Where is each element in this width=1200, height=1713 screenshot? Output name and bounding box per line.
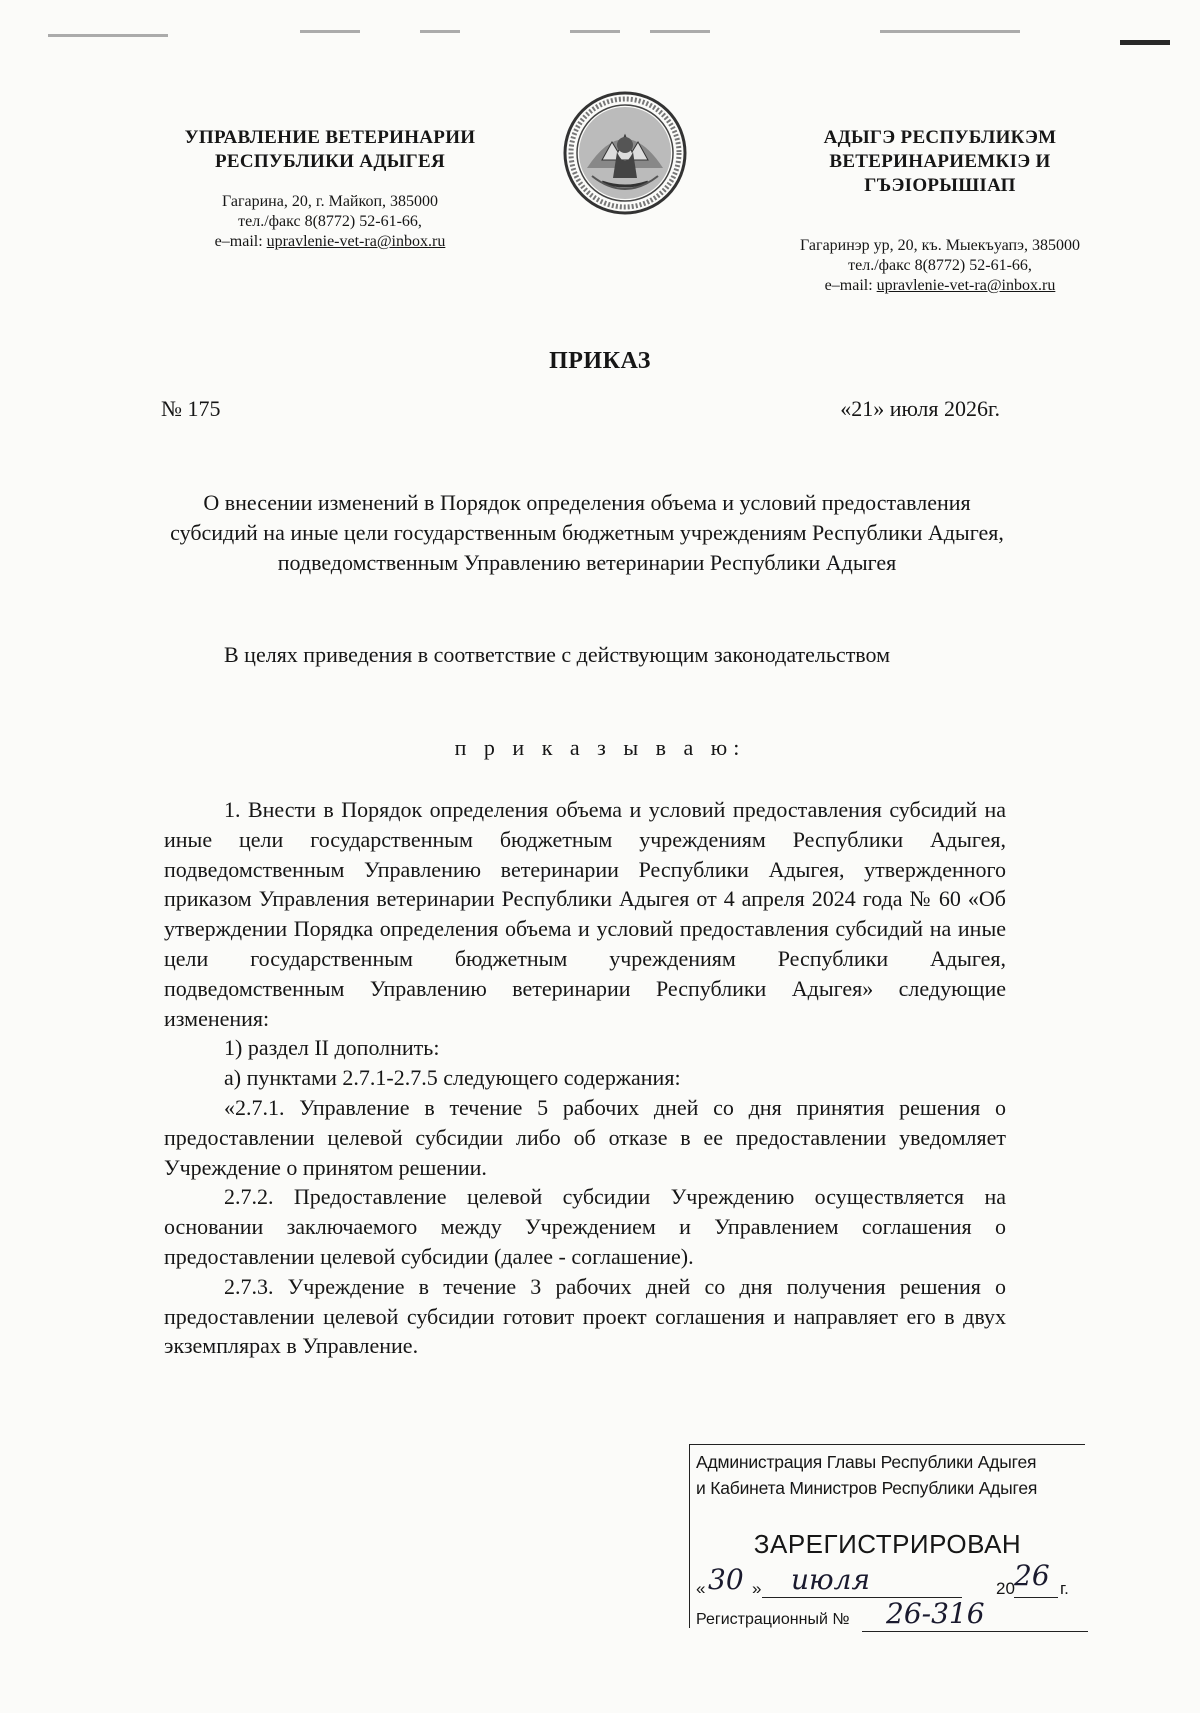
email-line: e–mail: upravlenie-vet-ra@inbox.ru	[214, 233, 446, 250]
document-title: ПРИКАЗ	[549, 348, 651, 374]
stamp-status: ЗАРЕГИСТРИРОВАН	[753, 1529, 1022, 1559]
email-link[interactable]: upravlenie-vet-ra@inbox.ru	[876, 277, 1056, 294]
address-line: Гагарина, 20, г. Майкоп, 385000	[221, 193, 438, 210]
stamp-line-2: и Кабинета Министров Республики Адыгея	[696, 1478, 1038, 1498]
order-date: «21» июля 2026г.	[840, 396, 1000, 421]
scan-artifact	[420, 30, 460, 33]
stamp-day: 30	[708, 1563, 744, 1596]
registration-stamp	[689, 1444, 1085, 1628]
scan-artifact	[570, 30, 620, 33]
stamp-line-1: Администрация Главы Республики Адыгея	[696, 1452, 1037, 1472]
order-body	[164, 795, 1006, 1361]
scan-artifact	[650, 30, 710, 33]
stamp-authority	[696, 1449, 1037, 1501]
stamp-year: 26	[1014, 1559, 1050, 1592]
address-line: Гагаринэр ур, 20, къ. Мыекъуапэ, 385000	[800, 237, 1080, 254]
reg-label: Регистрационный №	[696, 1611, 850, 1628]
org-name-ru-line1: УПРАВЛЕНИЕ ВЕТЕРИНАРИИ	[184, 127, 476, 148]
order-verb: п р и к а з ы в а ю:	[454, 735, 746, 760]
paragraph-1: 1. Внести в Порядок определения объема и условий предоставления субсидий на иные цели государственным бюджетным учреждениям Республики Адыгея, подведомственным Управлению ветеринарии Республики Адыгея, утвержденного приказом Управления ветеринарии Республики Адыгея от 4 апреля 2024 года № 60 «Об утверждении Порядка определения объема и условий предоставления субсидий на иные цели государственным бюджетным учреждениям Республики Адыгея, подведомственным Управлению ветеринарии Республики Адыгея» следующие изменения:	[164, 797, 1006, 1031]
scan-artifact	[880, 30, 1020, 33]
scan-artifact	[300, 30, 360, 33]
preamble: В целях приведения в соответствие с действующим законодательством	[224, 642, 891, 667]
phone-line: тел./факс 8(8772) 52-61-66,	[848, 257, 1032, 274]
item-1: 1) раздел II дополнить:	[224, 1035, 440, 1061]
org-name-ady-line1: АДЫГЭ РЕСПУБЛИКЭМ	[823, 127, 1057, 148]
scan-artifact	[1120, 40, 1170, 45]
coat-of-arms-emblem-icon	[562, 90, 688, 216]
header-right	[740, 126, 1140, 296]
org-name-ady-line2: ВЕТЕРИНАРИЕМКIЭ И	[829, 151, 1051, 172]
email-line: e–mail: upravlenie-vet-ra@inbox.ru	[824, 277, 1056, 294]
scan-artifact	[48, 34, 168, 37]
stamp-month: июля	[791, 1563, 871, 1596]
clause-2-7-1: «2.7.1. Управление в течение 5 рабочих дней со дня принятия решения о предоставлении целевой субсидии либо об отказе в ее предоставлении уведомляет Учреждение о принятом решении.	[164, 1094, 1006, 1180]
order-number: № 175	[161, 396, 221, 421]
email-link[interactable]: upravlenie-vet-ra@inbox.ru	[266, 233, 446, 250]
org-address-ru	[150, 192, 510, 252]
clause-2-7-2: 2.7.2. Предоставление целевой субсидии Учреждению осуществляется на основании заключаемого между Учреждением и Управлением соглашения о предоставлении целевой субсидии (далее - соглашение).	[164, 1184, 1006, 1269]
phone-line: тел./факс 8(8772) 52-61-66,	[238, 213, 422, 230]
org-name-ru-line2: РЕСПУБЛИКИ АДЫГЕЯ	[214, 151, 446, 172]
order-subject: О внесении изменений в Порядок определения объема и условий предоставления субсидий на иные цели государственным бюджетным учреждениям Республики Адыгея, подведомственным Управлению ветеринарии Республики Адыгея	[170, 490, 1004, 575]
reg-number: 26-316	[886, 1597, 985, 1630]
org-address-ady	[740, 236, 1140, 296]
header-left	[150, 126, 510, 252]
clause-2-7-3: 2.7.3. Учреждение в течение 3 рабочих дней со дня получения решения о предоставлении целевой субсидии готовит проект соглашения и направляет его в двух экземплярах в Управление.	[164, 1273, 1006, 1359]
org-name-ady-line3: ГЪЭIОРЫШIАП	[864, 175, 1016, 196]
stamp-date-line: « 30 » июля 20 26 г.	[696, 1559, 1069, 1598]
item-1a: а) пунктами 2.7.1-2.7.5 следующего содержания:	[224, 1065, 681, 1091]
